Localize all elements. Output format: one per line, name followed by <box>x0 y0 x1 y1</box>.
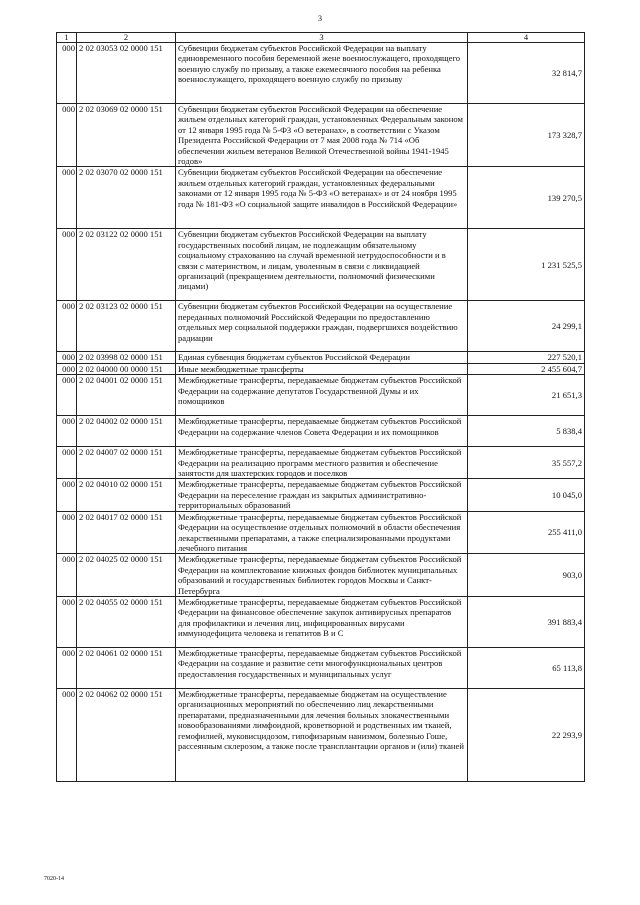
row-code: 2 02 04062 02 0000 151 <box>77 688 176 781</box>
row-code: 2 02 04061 02 0000 151 <box>77 647 176 688</box>
row-code: 2 02 04017 02 0000 151 <box>77 511 176 554</box>
footer-code: 7020-14 <box>44 876 64 882</box>
row-amount: 24 299,1 <box>468 301 585 352</box>
row-amount: 227 520,1 <box>468 352 585 363</box>
row-name: Межбюджетные трансферты, передаваемые бюджетам субъектов Российской Федерации на содержание депутатов Государственной Думы и их помощников <box>176 375 468 416</box>
row-prefix: 000 <box>57 104 77 167</box>
table-row <box>57 447 585 479</box>
row-amount: 1 231 525,5 <box>468 229 585 301</box>
row-amount: 22 293,9 <box>468 688 585 781</box>
row-prefix: 000 <box>57 167 77 229</box>
table-row <box>57 363 585 374</box>
table-row <box>57 688 585 781</box>
table-row <box>57 647 585 688</box>
row-amount: 5 838,4 <box>468 416 585 447</box>
row-code: 2 02 04010 02 0000 151 <box>77 479 176 511</box>
row-code: 2 02 03053 02 0000 151 <box>77 43 176 104</box>
row-name: Межбюджетные трансферты, передаваемые бюджетам субъектов Российской Федерации на реализацию программ местного развития и обеспечение занятости для шахтерских городов и поселков <box>176 447 468 479</box>
row-name: Субвенции бюджетам субъектов Российской Федерации на выплату единовременного пособия беременной жене военнослужащего, проходящего военную службу по призыву, а также ежемесячного пособия на ребенка военнослужащего, проходящего военную службу по призыву <box>176 43 468 104</box>
row-amount: 2 455 604,7 <box>468 363 585 374</box>
row-name: Межбюджетные трансферты, передаваемые бюджетам субъектов Российской Федерации на содержание членов Совета Федерации и их помощников <box>176 416 468 447</box>
row-amount: 10 045,0 <box>468 479 585 511</box>
row-prefix: 000 <box>57 301 77 352</box>
row-prefix: 000 <box>57 479 77 511</box>
table-row <box>57 479 585 511</box>
row-name: Межбюджетные трансферты, передаваемые бюджетам субъектов Российской Федерации на осуществление отдельных полномочий в области обеспечения лекарственными препаратами, а также специализированными продуктами лечебного питания <box>176 511 468 554</box>
row-name: Субвенции бюджетам субъектов Российской Федерации на осуществление переданных полномочий Российской Федерации по предоставлению отдельных мер социальной поддержки граждан, подвергшихся воздействию радиации <box>176 301 468 352</box>
table-row <box>57 301 585 352</box>
row-amount: 139 270,5 <box>468 167 585 229</box>
row-code: 2 02 04002 02 0000 151 <box>77 416 176 447</box>
row-name: Субвенции бюджетам субъектов Российской Федерации на обеспечение жильем отдельных категорий граждан, установленных федеральными законами от 12 января 1995 года № 5-ФЗ «О ветеранах» и от 24 ноября 1995 года № 181-ФЗ «О социальной защите инвалидов в Российской Федерации» <box>176 167 468 229</box>
row-name: Иные межбюджетные трансферты <box>176 363 468 374</box>
table-row <box>57 104 585 167</box>
table-header-row <box>57 33 585 43</box>
row-name: Межбюджетные трансферты, передаваемые бюджетам субъектов Российской Федерации на создание и развитие сети многофункциональных центров предоставления государственных и муниципальных услуг <box>176 647 468 688</box>
row-code: 2 02 03122 02 0000 151 <box>77 229 176 301</box>
table-row <box>57 167 585 229</box>
row-prefix: 000 <box>57 554 77 597</box>
row-code: 2 02 03069 02 0000 151 <box>77 104 176 167</box>
page-number: 3 <box>318 14 322 23</box>
row-name: Межбюджетные трансферты, передаваемые бюджетам на осуществление организационных мероприятий по обеспечению лиц лекарственными препаратами, предназначенными для лечения больных злокачественными новообразованиями лимфоидной, кроветворной и родственных им тканей, гемофилией, муковисцидозом, гипофизарным нанизмом, болезнью Гоше, рассеянным склерозом, а также после трансплантации органов и (или) тканей <box>176 688 468 781</box>
row-code: 2 02 04025 02 0000 151 <box>77 554 176 597</box>
table-row <box>57 511 585 554</box>
row-name: Межбюджетные трансферты, передаваемые бюджетам субъектов Российской Федерации на переселение граждан из закрытых административно-территориальных образований <box>176 479 468 511</box>
row-amount: 255 411,0 <box>468 511 585 554</box>
header-col-2: 2 <box>77 33 176 43</box>
header-col-1: 1 <box>57 33 77 43</box>
row-amount: 173 328,7 <box>468 104 585 167</box>
row-prefix: 000 <box>57 596 77 647</box>
row-name: Единая субвенция бюджетам субъектов Российской Федерации <box>176 352 468 363</box>
row-amount: 32 814,7 <box>468 43 585 104</box>
row-name: Межбюджетные трансферты, передаваемые бюджетам субъектов Российской Федерации на комплектование книжных фондов библиотек муниципальных образований и государственных библиотек городов Москвы и Санкт-Петербурга <box>176 554 468 597</box>
row-amount: 903,0 <box>468 554 585 597</box>
row-prefix: 000 <box>57 416 77 447</box>
row-code: 2 02 03123 02 0000 151 <box>77 301 176 352</box>
row-prefix: 000 <box>57 352 77 363</box>
row-prefix: 000 <box>57 688 77 781</box>
row-prefix: 000 <box>57 375 77 416</box>
row-amount: 21 651,3 <box>468 375 585 416</box>
row-name: Межбюджетные трансферты, передаваемые бюджетам субъектов Российской Федерации на финансовое обеспечение закупок антивирусных препаратов для профилактики и лечения лиц, инфицированных вирусами иммунодефицита человека и гепатитов В и С <box>176 596 468 647</box>
row-prefix: 000 <box>57 647 77 688</box>
row-code: 2 02 03070 02 0000 151 <box>77 167 176 229</box>
row-amount: 35 557,2 <box>468 447 585 479</box>
row-code: 2 02 04007 02 0000 151 <box>77 447 176 479</box>
header-col-3: 3 <box>176 33 468 43</box>
table-row <box>57 43 585 104</box>
row-name: Субвенции бюджетам субъектов Российской Федерации на выплату государственных пособий лицам, не подлежащим обязательному социальному страхованию на случай временной нетрудоспособности и в связи с материнством, и лицам, уволенным в связи с ликвидацией организаций (прекращением деятельности, полномочий физическими лицами) <box>176 229 468 301</box>
row-prefix: 000 <box>57 511 77 554</box>
budget-table <box>56 32 585 782</box>
row-code: 2 02 04001 02 0000 151 <box>77 375 176 416</box>
row-prefix: 000 <box>57 363 77 374</box>
row-prefix: 000 <box>57 447 77 479</box>
row-name: Субвенции бюджетам субъектов Российской Федерации на обеспечение жильем отдельных категорий граждан, установленных Федеральным законом от 12 января 1995 года № 5-ФЗ «О ветеранах», в соответствии с Указом Президента Российской Федерации от 7 мая 2008 года № 714 «Об обеспечении жильем ветеранов Великой Отечественной войны 1941-1945 годов» <box>176 104 468 167</box>
table-row <box>57 416 585 447</box>
table-row <box>57 554 585 597</box>
header-col-4: 4 <box>468 33 585 43</box>
table-row <box>57 596 585 647</box>
table-row <box>57 375 585 416</box>
row-code: 2 02 04055 02 0000 151 <box>77 596 176 647</box>
table-row <box>57 352 585 363</box>
row-code: 2 02 03998 02 0000 151 <box>77 352 176 363</box>
table-row <box>57 229 585 301</box>
row-amount: 65 113,8 <box>468 647 585 688</box>
row-prefix: 000 <box>57 43 77 104</box>
row-code: 2 02 04000 00 0000 151 <box>77 363 176 374</box>
row-prefix: 000 <box>57 229 77 301</box>
row-amount: 391 883,4 <box>468 596 585 647</box>
